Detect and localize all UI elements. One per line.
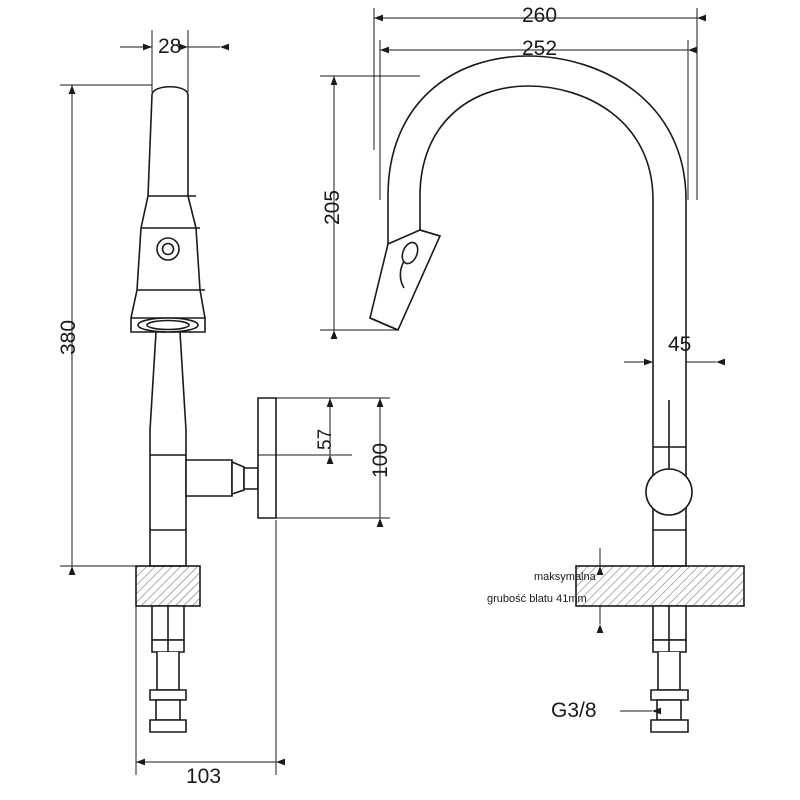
dim-lever-small: 57 — [315, 428, 336, 450]
dim-lever-height: 100 — [369, 442, 392, 478]
note-counter-thickness-line2: grubość blatu 41mm — [487, 593, 587, 605]
dim-reach-inner: 252 — [522, 37, 558, 60]
dim-reach-outer: 260 — [522, 4, 558, 27]
front-view-group — [131, 87, 276, 732]
label-thread-size: G3/8 — [551, 699, 597, 722]
dim-handle-offset: 45 — [668, 333, 692, 356]
dim-base-width: 103 — [186, 765, 222, 788]
dim-spout-width: 28 — [158, 35, 182, 58]
dim-total-height: 380 — [57, 319, 80, 355]
dim-spout-height: 205 — [321, 189, 344, 225]
note-counter-thickness-line1: maksymalna — [534, 571, 596, 583]
